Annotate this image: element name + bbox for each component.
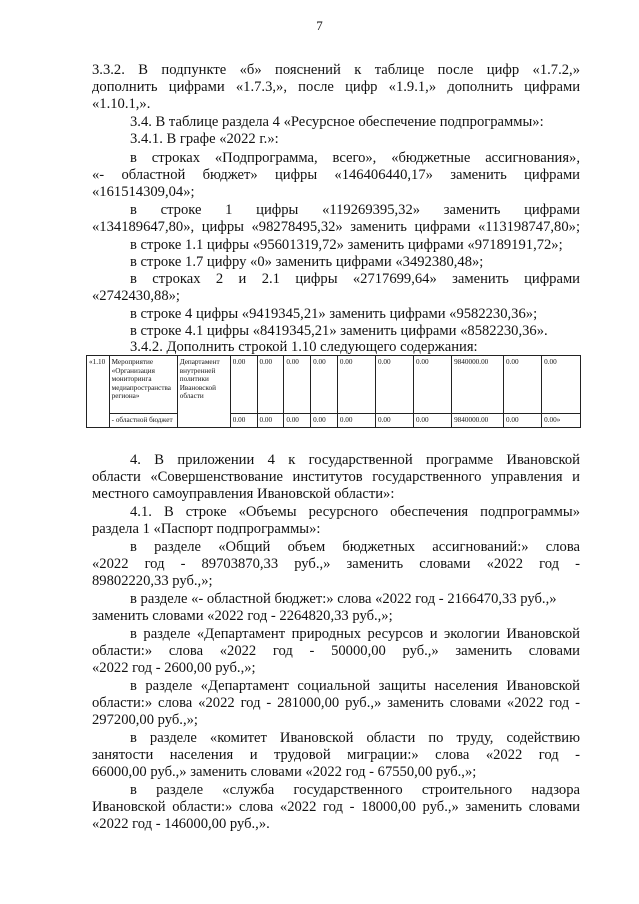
table-cell-value: 0.00 <box>230 414 257 428</box>
text-line: в строке 4.1 цифры «8419345,21» заменить цифрами «8582230,36». <box>130 323 548 339</box>
text-line: в строке 4 цифры «9419345,21» заменить цифрами «9582230,36»; <box>130 306 538 322</box>
text-line: занятости населения и трудовой миграции:» слова «2022 год - <box>92 747 580 763</box>
table-cell-activity: Мероприятие «Организация мониторинга медиапространства региона» <box>109 356 177 414</box>
text-line: «1.10.1,». <box>92 96 151 112</box>
text-line: 89802220,33 руб.,»; <box>92 573 213 589</box>
text-line: 66000,00 руб.,» заменить словами «2022 год - 67550,00 руб.,»; <box>92 764 477 780</box>
text-line: «- областной бюджет» цифры «146406440,17» заменить цифрами <box>92 167 580 183</box>
text-line: раздела 1 «Паспорт подпрограммы»: <box>92 521 321 537</box>
page-number: 7 <box>316 18 323 33</box>
table-cell-value: 0.00 <box>311 356 338 414</box>
table-cell-value: 0.00 <box>230 356 257 414</box>
table-cell-value: 0.00 <box>337 356 375 414</box>
text-line: 4.1. В строке «Объемы ресурсного обеспечения подпрограммы» <box>130 504 580 520</box>
text-line: в разделе «служба государственного строительного надзора <box>130 782 580 798</box>
text-line: в строке 1.7 цифру «0» заменить цифрами «3492380,48»; <box>130 254 484 270</box>
table-cell-value: 0.00 <box>375 356 413 414</box>
text-line: 3.3.2. В подпункте «б» пояснений к таблице после цифр «1.7.2,» <box>92 62 580 78</box>
text-line: дополнить цифрами «1.7.3,», после цифр «1.9.1,» дополнить цифрами <box>92 79 580 95</box>
text-line: в разделе «Департамент социальной защиты населения Ивановской <box>130 678 580 694</box>
table-cell-number: «1.10 <box>87 356 110 428</box>
table-cell-value: 0.00 <box>284 356 311 414</box>
text-line: области «Совершенствование институтов государственного управления и <box>92 469 580 485</box>
text-line: в разделе «комитет Ивановской области по труду, содействию <box>130 730 580 746</box>
text-line: в строке 1 цифры «119269395,32» заменить цифрами <box>130 202 580 218</box>
table-cell-value: 0.00 <box>504 356 542 414</box>
text-line: 3.4. В таблице раздела 4 «Ресурсное обеспечение подпрограммы»: <box>130 114 544 130</box>
text-line: 4. В приложении 4 к государственной программе Ивановской <box>130 452 580 468</box>
table-cell-value: 0.00» <box>542 414 581 428</box>
table-cell-value: 0.00 <box>414 356 452 414</box>
text-line: «2022 год - 89703870,33 руб.,» заменить словами «2022 год - <box>92 556 580 572</box>
table-cell-value: 0.00 <box>311 414 338 428</box>
text-line: 297200,00 руб.,»; <box>92 712 198 728</box>
text-line: в разделе «Департамент природных ресурсов и экологии Ивановской <box>130 626 580 642</box>
table-cell-source: - областной бюджет <box>109 414 177 428</box>
text-line: 3.4.1. В графе «2022 г.»: <box>130 131 279 147</box>
table-cell-value: 0.00 <box>257 356 284 414</box>
text-line: «134189647,80», цифры «98278495,32» заменить цифрами «113198747,80»; <box>92 219 580 235</box>
table-cell-value: 0.00 <box>414 414 452 428</box>
table-cell-value: 0.00 <box>504 414 542 428</box>
table-cell-value: 9840000.00 <box>452 414 504 428</box>
text-line: Ивановской области:» слова «2022 год - 18000,00 руб.,» заменить словами <box>92 799 580 815</box>
table-row <box>87 414 581 428</box>
table-cell-value: 9840000.00 <box>452 356 504 414</box>
table-cell-value: 0.00 <box>257 414 284 428</box>
text-line: в строках 2 и 2.1 цифры «2717699,64» заменить цифрами <box>130 271 580 287</box>
text-line: местного самоуправления Ивановской области»: <box>92 486 395 502</box>
amendment-table <box>86 355 581 428</box>
text-line: в строке 1.1 цифры «95601319,72» заменить цифрами «97189191,72»; <box>130 237 563 253</box>
text-line: 3.4.2. Дополнить строкой 1.10 следующего содержания: <box>130 339 478 355</box>
table-row <box>87 356 581 414</box>
text-line: в строках «Подпрограмма, всего», «бюджетные ассигнования», <box>130 150 580 166</box>
table-cell-value: 0.00 <box>542 356 581 414</box>
text-line: «161514309,04»; <box>92 184 195 200</box>
table-cell-value: 0.00 <box>375 414 413 428</box>
table-cell-value: 0.00 <box>284 414 311 428</box>
text-line: «2022 год - 146000,00 руб.,». <box>92 816 270 832</box>
text-line: в разделе «Общий объем бюджетных ассигнований:» слова <box>130 539 580 555</box>
text-line: области:» слова «2022 год - 281000,00 руб.,» заменить словами «2022 год - <box>92 695 580 711</box>
text-line: области:» слова «2022 год - 50000,00 руб.,» заменить словами <box>92 643 580 659</box>
table-cell-value: 0.00 <box>337 414 375 428</box>
text-line: «2742430,88»; <box>92 288 180 304</box>
text-line: «2022 год - 2600,00 руб.,»; <box>92 660 256 676</box>
text-line: заменить словами «2022 год - 2264820,33 руб.,»; <box>92 608 393 624</box>
text-line: в разделе «- областной бюджет:» слова «2022 год - 2166470,33 руб.,» <box>130 591 557 607</box>
table-cell-department: Департамент внутренней политики Ивановской области <box>177 356 230 428</box>
